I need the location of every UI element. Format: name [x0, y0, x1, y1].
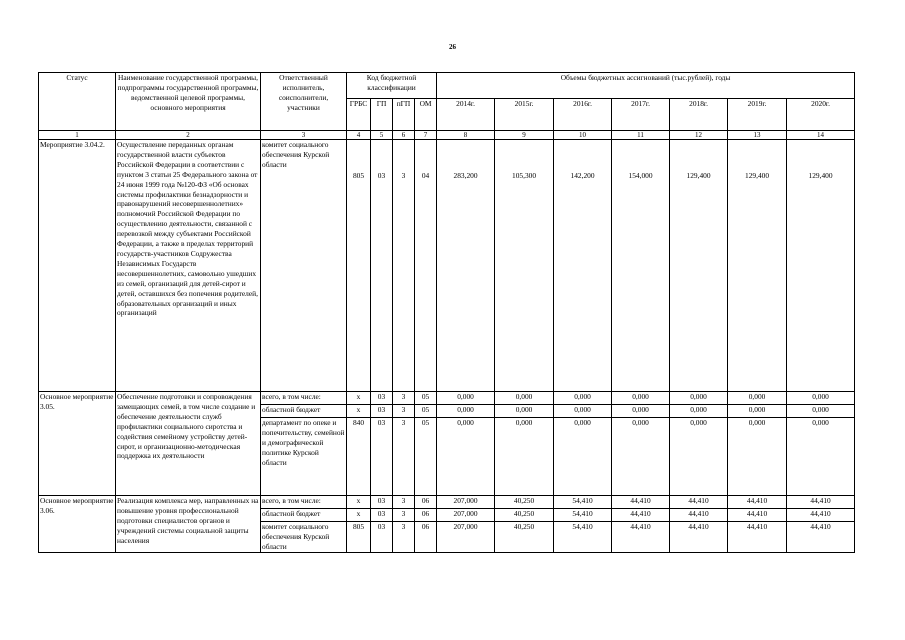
- value-cell: 0,000: [612, 418, 670, 496]
- header-year: 2019г.: [728, 99, 787, 131]
- column-number: 13: [728, 131, 787, 140]
- value-cell: 207,000: [437, 509, 495, 522]
- grbs-cell: 805: [347, 522, 371, 553]
- header-year: 2016г.: [554, 99, 612, 131]
- pgp-cell: 3: [393, 496, 415, 509]
- value-cell: 0,000: [728, 392, 787, 405]
- header-name: Наименование государственной программы, подпрограммы государственной программы, ведомственной целевой программы, основного мероприятия: [116, 73, 261, 131]
- value-cell: 44,410: [670, 496, 728, 509]
- header-status: Статус: [39, 73, 116, 131]
- value-cell: 283,200: [437, 140, 495, 392]
- executor-cell: комитет социального обеспечения Курской области: [261, 522, 347, 553]
- header-grbs: ГРБС: [347, 99, 371, 131]
- grbs-cell: 840: [347, 418, 371, 496]
- value-cell: 54,410: [554, 509, 612, 522]
- value-cell: 142,200: [554, 140, 612, 392]
- table-row: [39, 140, 855, 392]
- column-number: 1: [39, 131, 116, 140]
- om-cell: 05: [415, 418, 437, 496]
- pgp-cell: 3: [393, 392, 415, 405]
- header-year: 2015г.: [495, 99, 554, 131]
- value-cell: 40,250: [495, 522, 554, 553]
- column-number: 7: [415, 131, 437, 140]
- grbs-cell: х: [347, 496, 371, 509]
- status-cell: Мероприятие 3.04.2.: [39, 140, 116, 392]
- name-cell: Обеспечение подготовки и сопровождения замещающих семей, в том числе создание и обеспечение деятельности служб профилактики социального сиротства и содействия семейному устройству детей-сирот, и организационно-методическая поддержка их деятельности: [116, 392, 261, 496]
- name-cell: Реализация комплекса мер, направленных на повышение уровня профессиональной подготовки специалистов органов и учреждений системы социальной защиты населения: [116, 496, 261, 553]
- value-cell: 0,000: [728, 405, 787, 418]
- column-number: 9: [495, 131, 554, 140]
- header-responsible: Ответственный исполнитель, соисполнители, участники: [261, 73, 347, 131]
- table-row: [39, 496, 855, 509]
- column-numbers-row: [39, 131, 855, 140]
- value-cell: 0,000: [787, 405, 855, 418]
- value-cell: 54,410: [554, 496, 612, 509]
- value-cell: 0,000: [437, 392, 495, 405]
- value-cell: 44,410: [728, 496, 787, 509]
- header-volumes: Объемы бюджетных ассигнований (тыс.рублей), годы: [437, 73, 855, 99]
- value-cell: 44,410: [787, 509, 855, 522]
- value-cell: 0,000: [437, 418, 495, 496]
- value-cell: 44,410: [728, 509, 787, 522]
- grbs-cell: х: [347, 392, 371, 405]
- value-cell: 105,300: [495, 140, 554, 392]
- header-year: 2018г.: [670, 99, 728, 131]
- column-number: 12: [670, 131, 728, 140]
- executor-cell: департамент по опеке и попечительству, семейной и демографической политике Курской области: [261, 418, 347, 496]
- value-cell: 40,250: [495, 496, 554, 509]
- executor-cell: всего, в том числе:: [261, 496, 347, 509]
- value-cell: 0,000: [670, 392, 728, 405]
- gp-cell: 03: [371, 418, 393, 496]
- pgp-cell: 3: [393, 509, 415, 522]
- header-row-top: [39, 73, 855, 99]
- gp-cell: 03: [371, 140, 393, 392]
- gp-cell: 03: [371, 522, 393, 553]
- om-cell: 05: [415, 392, 437, 405]
- value-cell: 44,410: [670, 509, 728, 522]
- pgp-cell: 3: [393, 522, 415, 553]
- value-cell: 0,000: [670, 418, 728, 496]
- om-cell: 06: [415, 509, 437, 522]
- om-cell: 05: [415, 405, 437, 418]
- value-cell: 54,410: [554, 522, 612, 553]
- value-cell: 0,000: [554, 392, 612, 405]
- value-cell: 207,000: [437, 522, 495, 553]
- grbs-cell: х: [347, 509, 371, 522]
- value-cell: 154,000: [612, 140, 670, 392]
- gp-cell: 03: [371, 392, 393, 405]
- column-number: 14: [787, 131, 855, 140]
- column-number: 11: [612, 131, 670, 140]
- value-cell: 0,000: [437, 405, 495, 418]
- value-cell: 207,000: [437, 496, 495, 509]
- executor-cell: областной бюджет: [261, 405, 347, 418]
- value-cell: 44,410: [787, 496, 855, 509]
- header-year: 2020г.: [787, 99, 855, 131]
- value-cell: 40,250: [495, 509, 554, 522]
- value-cell: 0,000: [728, 418, 787, 496]
- value-cell: 0,000: [554, 405, 612, 418]
- value-cell: 44,410: [612, 509, 670, 522]
- column-number: 10: [554, 131, 612, 140]
- value-cell: 44,410: [612, 522, 670, 553]
- column-number: 2: [116, 131, 261, 140]
- value-cell: 44,410: [728, 522, 787, 553]
- om-cell: 04: [415, 140, 437, 392]
- column-number: 3: [261, 131, 347, 140]
- grbs-cell: 805: [347, 140, 371, 392]
- status-cell: Основное мероприятие 3.05.: [39, 392, 116, 496]
- executor-cell: областной бюджет: [261, 509, 347, 522]
- om-cell: 06: [415, 522, 437, 553]
- value-cell: 0,000: [612, 405, 670, 418]
- value-cell: 129,400: [728, 140, 787, 392]
- pgp-cell: 3: [393, 140, 415, 392]
- executor-cell: всего, в том числе:: [261, 392, 347, 405]
- value-cell: 0,000: [495, 405, 554, 418]
- om-cell: 06: [415, 496, 437, 509]
- header-year: 2014г.: [437, 99, 495, 131]
- value-cell: 129,400: [670, 140, 728, 392]
- value-cell: 0,000: [495, 392, 554, 405]
- header-om: ОМ: [415, 99, 437, 131]
- name-cell: Осуществление переданных органам государственной власти субъектов Российской Федерации в соответствии с пунктом 3 статьи 25 Федерального закона от 24 июня 1999 года №120-ФЗ «Об основах системы профилактики безнадзорности и правонарушений несовершеннолетних» полномочий Российской Федерации по осуществлению деятельности, связанной с перевозкой между субъектами Российской Федерации, а также в пределах территорий государств-участников Содружества Независимых Государств несовершеннолетних, самовольно ушедших из семей, организаций для детей-сирот и детей, оставшихся без попечения родителей, образовательных организаций и иных организаций: [116, 140, 261, 392]
- column-number: 4: [347, 131, 371, 140]
- header-budget-code: Код бюджетной классификации: [347, 73, 437, 99]
- value-cell: 0,000: [787, 418, 855, 496]
- executor-cell: комитет социального обеспечения Курской области: [261, 140, 347, 392]
- header-gp: ГП: [371, 99, 393, 131]
- column-number: 5: [371, 131, 393, 140]
- column-number: 8: [437, 131, 495, 140]
- column-number: 6: [393, 131, 415, 140]
- header-pgp: пГП: [393, 99, 415, 131]
- status-cell: Основное мероприятие 3.06.: [39, 496, 116, 553]
- budget-table: [38, 72, 855, 553]
- page-number: 26: [449, 43, 456, 51]
- value-cell: 0,000: [495, 418, 554, 496]
- value-cell: 0,000: [787, 392, 855, 405]
- gp-cell: 03: [371, 405, 393, 418]
- value-cell: 44,410: [612, 496, 670, 509]
- value-cell: 0,000: [670, 405, 728, 418]
- value-cell: 0,000: [612, 392, 670, 405]
- value-cell: 0,000: [554, 418, 612, 496]
- value-cell: 129,400: [787, 140, 855, 392]
- table-row: [39, 392, 855, 405]
- grbs-cell: х: [347, 405, 371, 418]
- gp-cell: 03: [371, 496, 393, 509]
- header-year: 2017г.: [612, 99, 670, 131]
- pgp-cell: 3: [393, 405, 415, 418]
- value-cell: 44,410: [787, 522, 855, 553]
- value-cell: 44,410: [670, 522, 728, 553]
- pgp-cell: 3: [393, 418, 415, 496]
- gp-cell: 03: [371, 509, 393, 522]
